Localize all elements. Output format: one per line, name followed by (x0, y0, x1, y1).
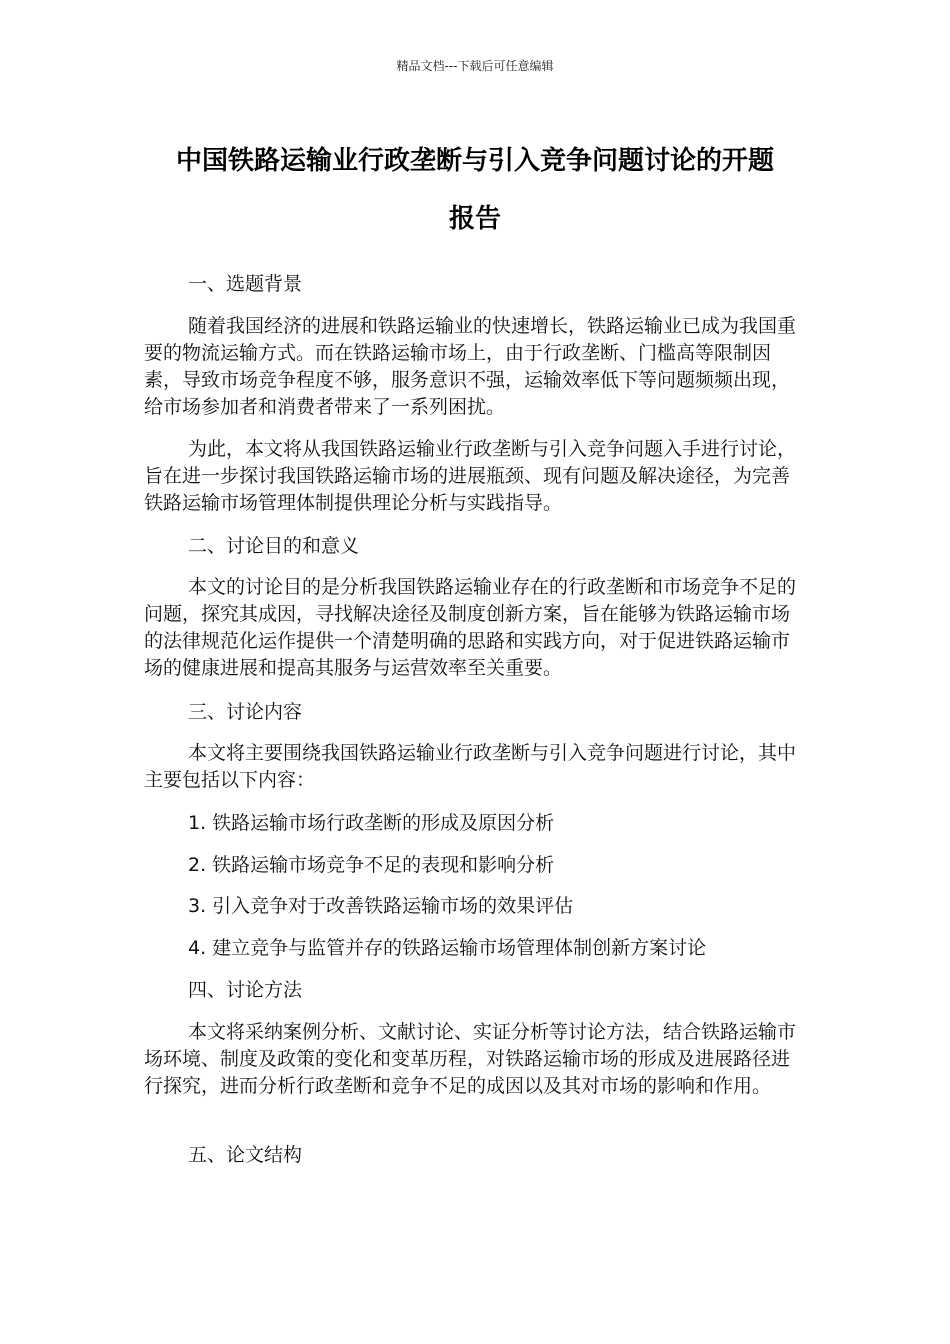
section-heading-content: 三、讨论内容 (188, 701, 303, 723)
title-line-1: 中国铁路运输业行政垄断与引入竞争问题讨论的开题 (175, 146, 774, 176)
title-line-2: 报告 (448, 204, 501, 234)
paragraph-content: 本文将主要围绕我国铁路运输业行政垄断与引入竞争问题进行讨论，其中主要包括以下内容： (144, 742, 797, 791)
section-heading-structure: 五、论文结构 (188, 1144, 303, 1166)
section-heading-background: 一、选题背景 (188, 273, 303, 295)
page-header-watermark: 精品文档---下载后可任意编辑 (396, 59, 554, 73)
section-heading-purpose: 二、讨论目的和意义 (188, 535, 360, 557)
paragraph-background-2: 为此，本文将从我国铁路运输业行政垄断与引入竞争问题入手进行讨论，旨在进一步探讨我国铁路运输市场的进展瓶颈、现有问题及解决途径，为完善铁路运输市场管理体制提供理论分析与实践指导。 (144, 438, 797, 514)
paragraph-purpose: 本文的讨论目的是分析我国铁路运输业存在的行政垄断和市场竞争不足的问题，探究其成因，寻找解决途径及制度创新方案，旨在能够为铁路运输市场的法律规范化运作提供一个清楚明确的思路和实践方向，对于促进铁路运输市场的健康进展和提高其服务与运营效率至关重要。 (144, 576, 797, 679)
section-heading-method: 四、讨论方法 (188, 979, 303, 1001)
content-list-item-4: 4. 建立竞争与监管并存的铁路运输市场管理体制创新方案讨论 (188, 937, 707, 959)
content-list-item-3: 3. 引入竞争对于改善铁路运输市场的效果评估 (188, 895, 574, 917)
content-list-item-1: 1. 铁路运输市场行政垄断的形成及原因分析 (188, 812, 555, 834)
paragraph-method: 本文将采纳案例分析、文献讨论、实证分析等讨论方法，结合铁路运输市场环境、制度及政策的变化和变革历程，对铁路运输市场的形成及进展路径进行探究，进而分析行政垄断和竞争不足的成因以及其对市场的影响和作用。 (144, 1021, 797, 1097)
document-title (120, 132, 830, 248)
content-list-item-2: 2. 铁路运输市场竞争不足的表现和影响分析 (188, 854, 555, 876)
paragraph-background-1: 随着我国经济的进展和铁路运输业的快速增长，铁路运输业已成为我国重要的物流运输方式。而在铁路运输市场上，由于行政垄断、门槛高等限制因素，导致市场竞争程度不够，服务意识不强，运输效率低下等问题频频出现，给市场参加者和消费者带来了一系列困扰。 (144, 315, 797, 418)
